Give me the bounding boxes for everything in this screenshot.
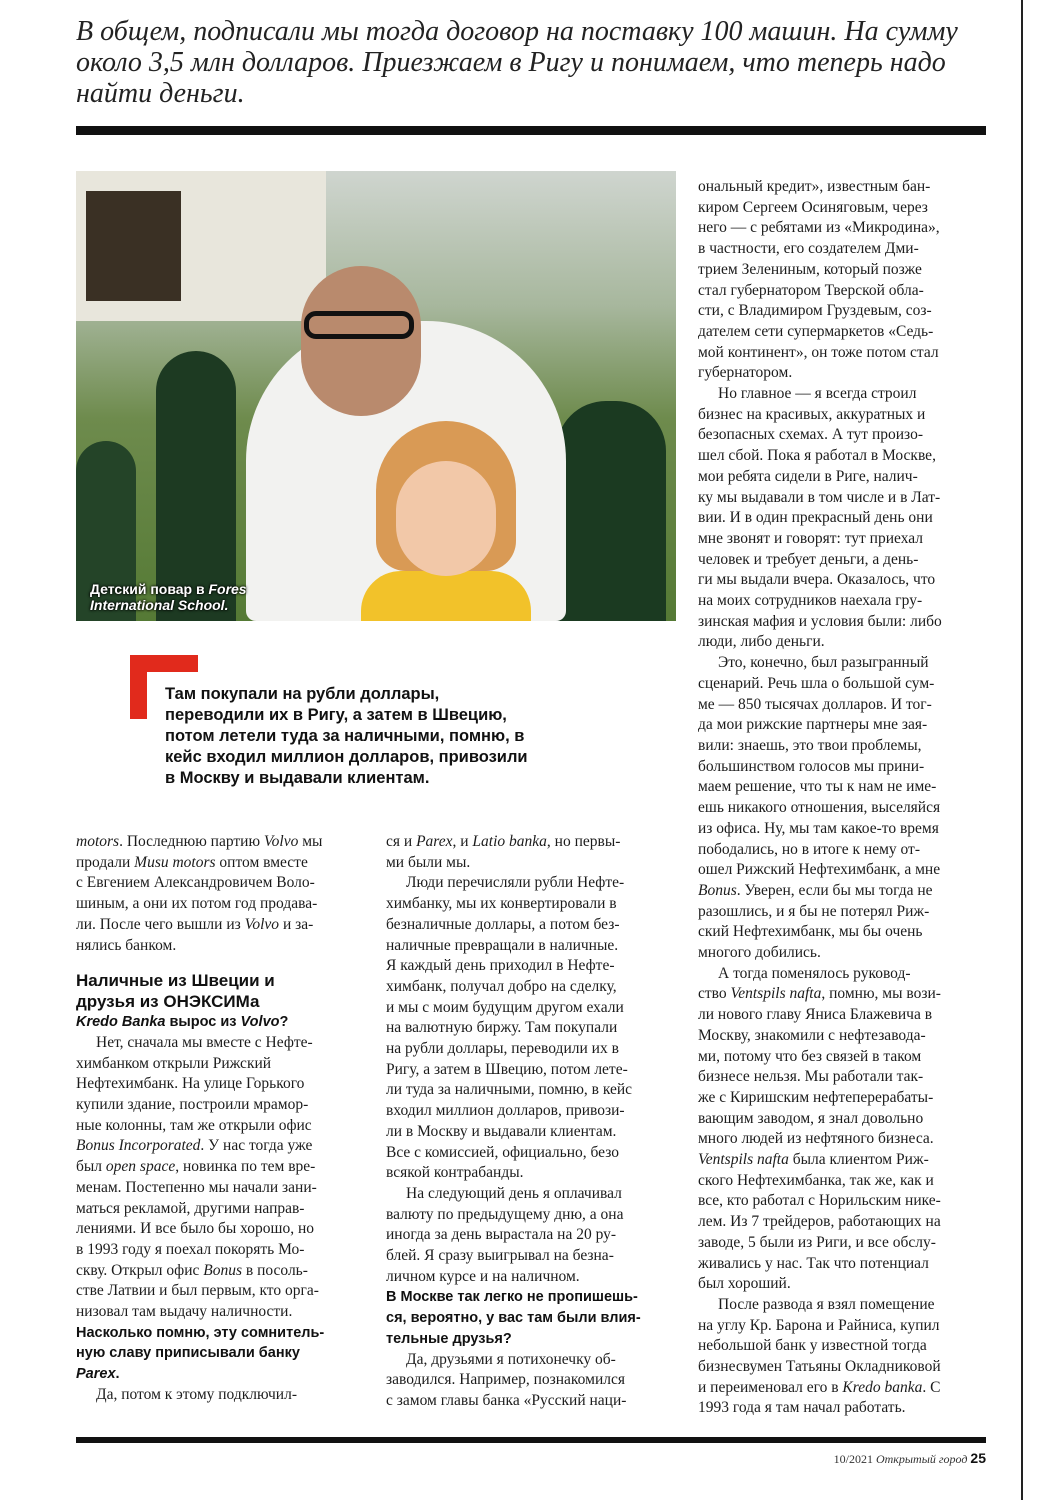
page-footer <box>834 1450 986 1467</box>
paragraph-line: Нет, сначала мы вместе с Нефте- <box>96 1033 313 1051</box>
paragraph-line: трием Зелениным, который позже <box>698 260 922 278</box>
paragraph-line: на валютную биржу. Там покупали <box>386 1019 618 1037</box>
paragraph-line: дателем сети супермаркетов «Седь- <box>698 322 934 340</box>
paragraph-line: На следующий день я оплачивал <box>406 1184 622 1202</box>
interview-question: ную славу приписывали банку <box>76 1345 300 1362</box>
paragraph-line: валюту по предыдущему дню, а она <box>386 1205 624 1223</box>
paragraph-line: на моих сотрудников наехала гру- <box>698 592 923 610</box>
photo-chef-glasses <box>304 311 414 339</box>
paragraph-line: шел сбой. Пока я работал в Москве, <box>698 447 936 465</box>
paragraph-line: наличные превращали в наличные. <box>386 936 619 954</box>
pull-quote: Там покупали на рубли доллары, переводили их в Ригу, а затем в Швецию, потом летели туда за наличными, помню, в кейс входил миллион долларов, привозили в Москву и выдавали клиентам. <box>165 685 528 787</box>
paragraph-line: бизнес на красивых, аккуратных и <box>698 405 926 423</box>
paragraph-line: менам. Постепенно мы начали зани- <box>76 1178 317 1196</box>
paragraph-line: motors. Последнюю партию Volvo мы <box>76 833 323 850</box>
paragraph-line: зинская мафия и условия были: либо <box>698 612 942 630</box>
paragraph-line: ли нового главу Яниса Блажевича в <box>698 1006 933 1024</box>
paragraph-line: и переименовал его в Kredo banka. С <box>698 1378 941 1396</box>
paragraph-line: продали Musu motors оптом вместе <box>76 853 308 871</box>
photo-caption: Детский повар в Fores International School. <box>90 581 247 613</box>
paragraph-line: многого добились. <box>698 944 821 962</box>
paragraph-line: был open space, новинка по тем вре- <box>76 1158 316 1176</box>
paragraph-line: ме — 850 тысячах долларов. И тог- <box>698 695 932 713</box>
paragraph-line: шиным, а они их потом год продава- <box>76 895 318 913</box>
paragraph-line: ского Нефтехимбанка, так же, как и <box>698 1171 934 1189</box>
paragraph-line: Но главное — я всегда строил <box>718 385 917 403</box>
paragraph-line: Bonus. Уверен, если бы мы тогда не <box>698 881 933 899</box>
interview-question: В Москве так легко не пропишешь- <box>386 1289 638 1306</box>
paragraph-line: заводился. Например, познакомился <box>386 1371 625 1389</box>
paragraph-line: него — с ребятами из «Микродина», <box>698 219 940 237</box>
paragraph-line: мой континент», он тоже потом стал <box>698 343 939 361</box>
article-photo <box>76 171 676 621</box>
paragraph-line: ство Ventspils nafta, помню, мы вози- <box>698 985 941 1003</box>
paragraph-line: ные колонны, там же открыли офис <box>76 1116 312 1134</box>
paragraph-line: Ventspils nafta была клиентом Риж- <box>698 1151 929 1169</box>
paragraph-line: да мои рижские партнеры мне зая- <box>698 716 928 734</box>
paragraph-line: купили здание, построили мрамор- <box>76 1096 309 1114</box>
paragraph-line: живались у нас. Так что потенциал <box>698 1254 929 1272</box>
paragraph-line: ми, потому что без связей в таком <box>698 1047 922 1065</box>
paragraph-line: нялись банком. <box>76 936 177 954</box>
paragraph-line: входил миллион долларов, привози- <box>386 1102 625 1120</box>
paragraph-line: лем. Из 7 трейдеров, работающих на <box>698 1213 941 1231</box>
paragraph-line: бизнесе нельзя. Мы работали так- <box>698 1068 924 1086</box>
paragraph-line: Это, конечно, был разыгранный <box>718 654 929 672</box>
paragraph-line: все, кто работал с Норильским нике- <box>698 1192 941 1210</box>
paragraph-line: Ригу, а затем в Швецию, потом лете- <box>386 1060 628 1078</box>
paragraph-line: стал губернатором Тверской обла- <box>698 281 924 299</box>
paragraph-line: безналичные доллары, а потом без- <box>386 915 620 933</box>
paragraph-line: мои ребята сидели в Риге, налич- <box>698 467 918 485</box>
lead-line: около 3,5 млн долларов. Приезжаем в Ригу и понимаем, что теперь надо <box>76 47 946 78</box>
paragraph-line: на рубли доллары, переводили их в <box>386 1040 619 1058</box>
paragraph-line: После развода я взял помещение <box>718 1295 935 1313</box>
interview-question: Насколько помню, эту сомнитель- <box>76 1324 325 1341</box>
paragraph-line: химбанк, получал добро на сделку, <box>386 977 617 995</box>
paragraph-line: безопасных схемах. А тут произо- <box>698 426 923 444</box>
paragraph-line: большинством голосов мы прини- <box>698 757 925 775</box>
paragraph-line: киром Сергеем Осиняговым, через <box>698 198 928 216</box>
top-rule <box>76 126 986 135</box>
paragraph-line: на углу Кр. Барона и Райниса, купил <box>698 1316 940 1334</box>
paragraph-line: Москву, знакомили с нефтезавода- <box>698 1026 926 1044</box>
paragraph-line: вии. И в один прекрасный день они <box>698 509 933 527</box>
paragraph-line: был хороший. <box>698 1275 791 1293</box>
text-column-2 <box>386 832 676 1412</box>
paragraph-line: и мы с моим будущим другом ехали <box>386 998 624 1016</box>
paragraph-line: химбанку, мы их конвертировали в <box>386 895 617 913</box>
paragraph-line: сценарий. Речь шла о большой сум- <box>698 674 935 692</box>
interview-question: Kredo Banka вырос из Volvo? <box>76 1014 289 1031</box>
paragraph-line: ли туда за наличными, помню, в кейс <box>386 1081 633 1099</box>
page-number: 25 <box>970 1450 986 1466</box>
paragraph-line: Bonus Incorporated. У нас тогда уже <box>76 1137 313 1155</box>
paragraph-line: иногда за день вырастала на 20 ру- <box>386 1226 617 1244</box>
lead-quote <box>76 16 996 109</box>
paragraph-line: разошлись, и я бы не потерял Риж- <box>698 902 930 920</box>
issue-number: 10/2021 <box>833 1452 873 1466</box>
photo-girl <box>366 421 526 621</box>
paragraph-line: низовал там выдачу наличности. <box>76 1303 293 1321</box>
paragraph-line: губернатором. <box>698 364 793 382</box>
paragraph-line: с замом главы банка «Русский наци- <box>386 1391 627 1409</box>
paragraph-line: скву. Открыл офис Bonus в посоль- <box>76 1261 308 1279</box>
paragraph-line: А тогда поменялось руковод- <box>718 964 911 982</box>
paragraph-line: ли. После чего вышли из Volvo и за- <box>76 915 314 933</box>
paragraph-line: мне звонят и говорят: тут приехал <box>698 529 923 547</box>
paragraph-line: всякой контрабанды. <box>386 1164 524 1182</box>
paragraph-line: Нефтехимбанк. На улице Горького <box>76 1075 305 1093</box>
paragraph-line: Люди перечисляли рубли Нефте- <box>406 874 625 892</box>
paragraph-line: бизнесвумен Татьяны Окладниковой <box>698 1358 941 1376</box>
paragraph-line: человек и требует деньги, а день- <box>698 550 919 568</box>
paragraph-line: в 1993 году я поехал покорять Мо- <box>76 1240 305 1258</box>
paragraph-line: Все с комиссией, официально, безо <box>386 1143 620 1161</box>
interview-question: Parex. <box>76 1366 120 1383</box>
paragraph-line: ональный кредит», известным бан- <box>698 178 931 195</box>
lead-line: найти деньги. <box>76 78 245 109</box>
paragraph-line: небольшой банк у известной тогда <box>698 1337 927 1355</box>
paragraph-line: маться рекламой, другими направ- <box>76 1199 305 1217</box>
lead-line: В общем, подписали мы тогда договор на поставку 100 машин. На сумму <box>76 16 958 47</box>
section-heading: Наличные из Швеции и <box>76 971 275 991</box>
paragraph-line: люди, либо деньги. <box>698 633 825 651</box>
paragraph-line: блей. Я сразу выигрывал на безна- <box>386 1247 614 1265</box>
paragraph-line: лениями. И все было бы хорошо, но <box>76 1220 315 1238</box>
paragraph-line: маем решение, что ты к нам не име- <box>698 778 937 796</box>
paragraph-line: стве Латвии и был первым, кто орга- <box>76 1282 319 1300</box>
paragraph-line: из офиса. Ну, мы там какое-то время <box>698 819 939 837</box>
paragraph-line: ги мы выдали вчера. Оказалось, что <box>698 571 936 589</box>
paragraph-line: ся и Parex, и Latio banka, но первы- <box>386 833 621 850</box>
paragraph-line: личном курсе и на наличном. <box>386 1267 580 1285</box>
paragraph-line: ку мы выдавали в том числе и в Лат- <box>698 488 941 506</box>
paragraph-line: ми были мы. <box>386 853 471 871</box>
paragraph-line: много людей из нефтяного бизнеса. <box>698 1130 934 1148</box>
paragraph-line: с Евгением Александровичем Воло- <box>76 874 315 892</box>
magazine-name: Открытый город <box>875 1452 968 1466</box>
paragraph-line: 1993 года я там начал работать. <box>698 1399 906 1417</box>
paragraph-line: пободались, но в итоге к нему от- <box>698 840 920 858</box>
paragraph-line: заводе, 5 были из Риги, и все обслу- <box>698 1233 936 1251</box>
paragraph-line: ли в Москву и выдавали клиентам. <box>386 1122 617 1140</box>
text-column-3 <box>698 177 988 1419</box>
paragraph-line: сти, с Владимиром Груздевым, соз- <box>698 302 932 320</box>
paragraph-line: вили: знаешь, это твои проблемы, <box>698 736 922 754</box>
bottom-rule <box>76 1437 986 1443</box>
paragraph-line: Да, друзьями я потихонечку об- <box>406 1350 616 1368</box>
paragraph-line: Да, потом к этому подключил- <box>96 1385 297 1403</box>
paragraph-line: Я каждый день приходил в Нефте- <box>386 957 615 975</box>
paragraph-line: в частности, его создателем Дми- <box>698 240 919 258</box>
photo-doorway <box>86 191 181 301</box>
paragraph-line: вающим заводом, я знал довольно <box>698 1109 924 1127</box>
paragraph-line: химбанком открыли Рижский <box>76 1054 272 1072</box>
page-edge-rule <box>1021 0 1023 1500</box>
section-heading: друзья из ОНЭКСИМа <box>76 992 260 1012</box>
paragraph-line: ский Нефтехимбанк, мы бы очень <box>698 923 923 941</box>
interview-question: ся, вероятно, у вас там были влия- <box>386 1310 641 1327</box>
paragraph-line: же с Киришским нефтеперерабаты- <box>698 1088 934 1106</box>
photo-child-right <box>556 401 666 621</box>
photo-chef-head <box>301 266 421 416</box>
interview-question: тельные друзья? <box>386 1330 512 1347</box>
text-column-1 <box>76 832 361 1406</box>
paragraph-line: ешь никакого отношения, выселяйся <box>698 799 941 817</box>
paragraph-line: ошел Рижский Нефтехимбанк, а мне <box>698 861 941 879</box>
